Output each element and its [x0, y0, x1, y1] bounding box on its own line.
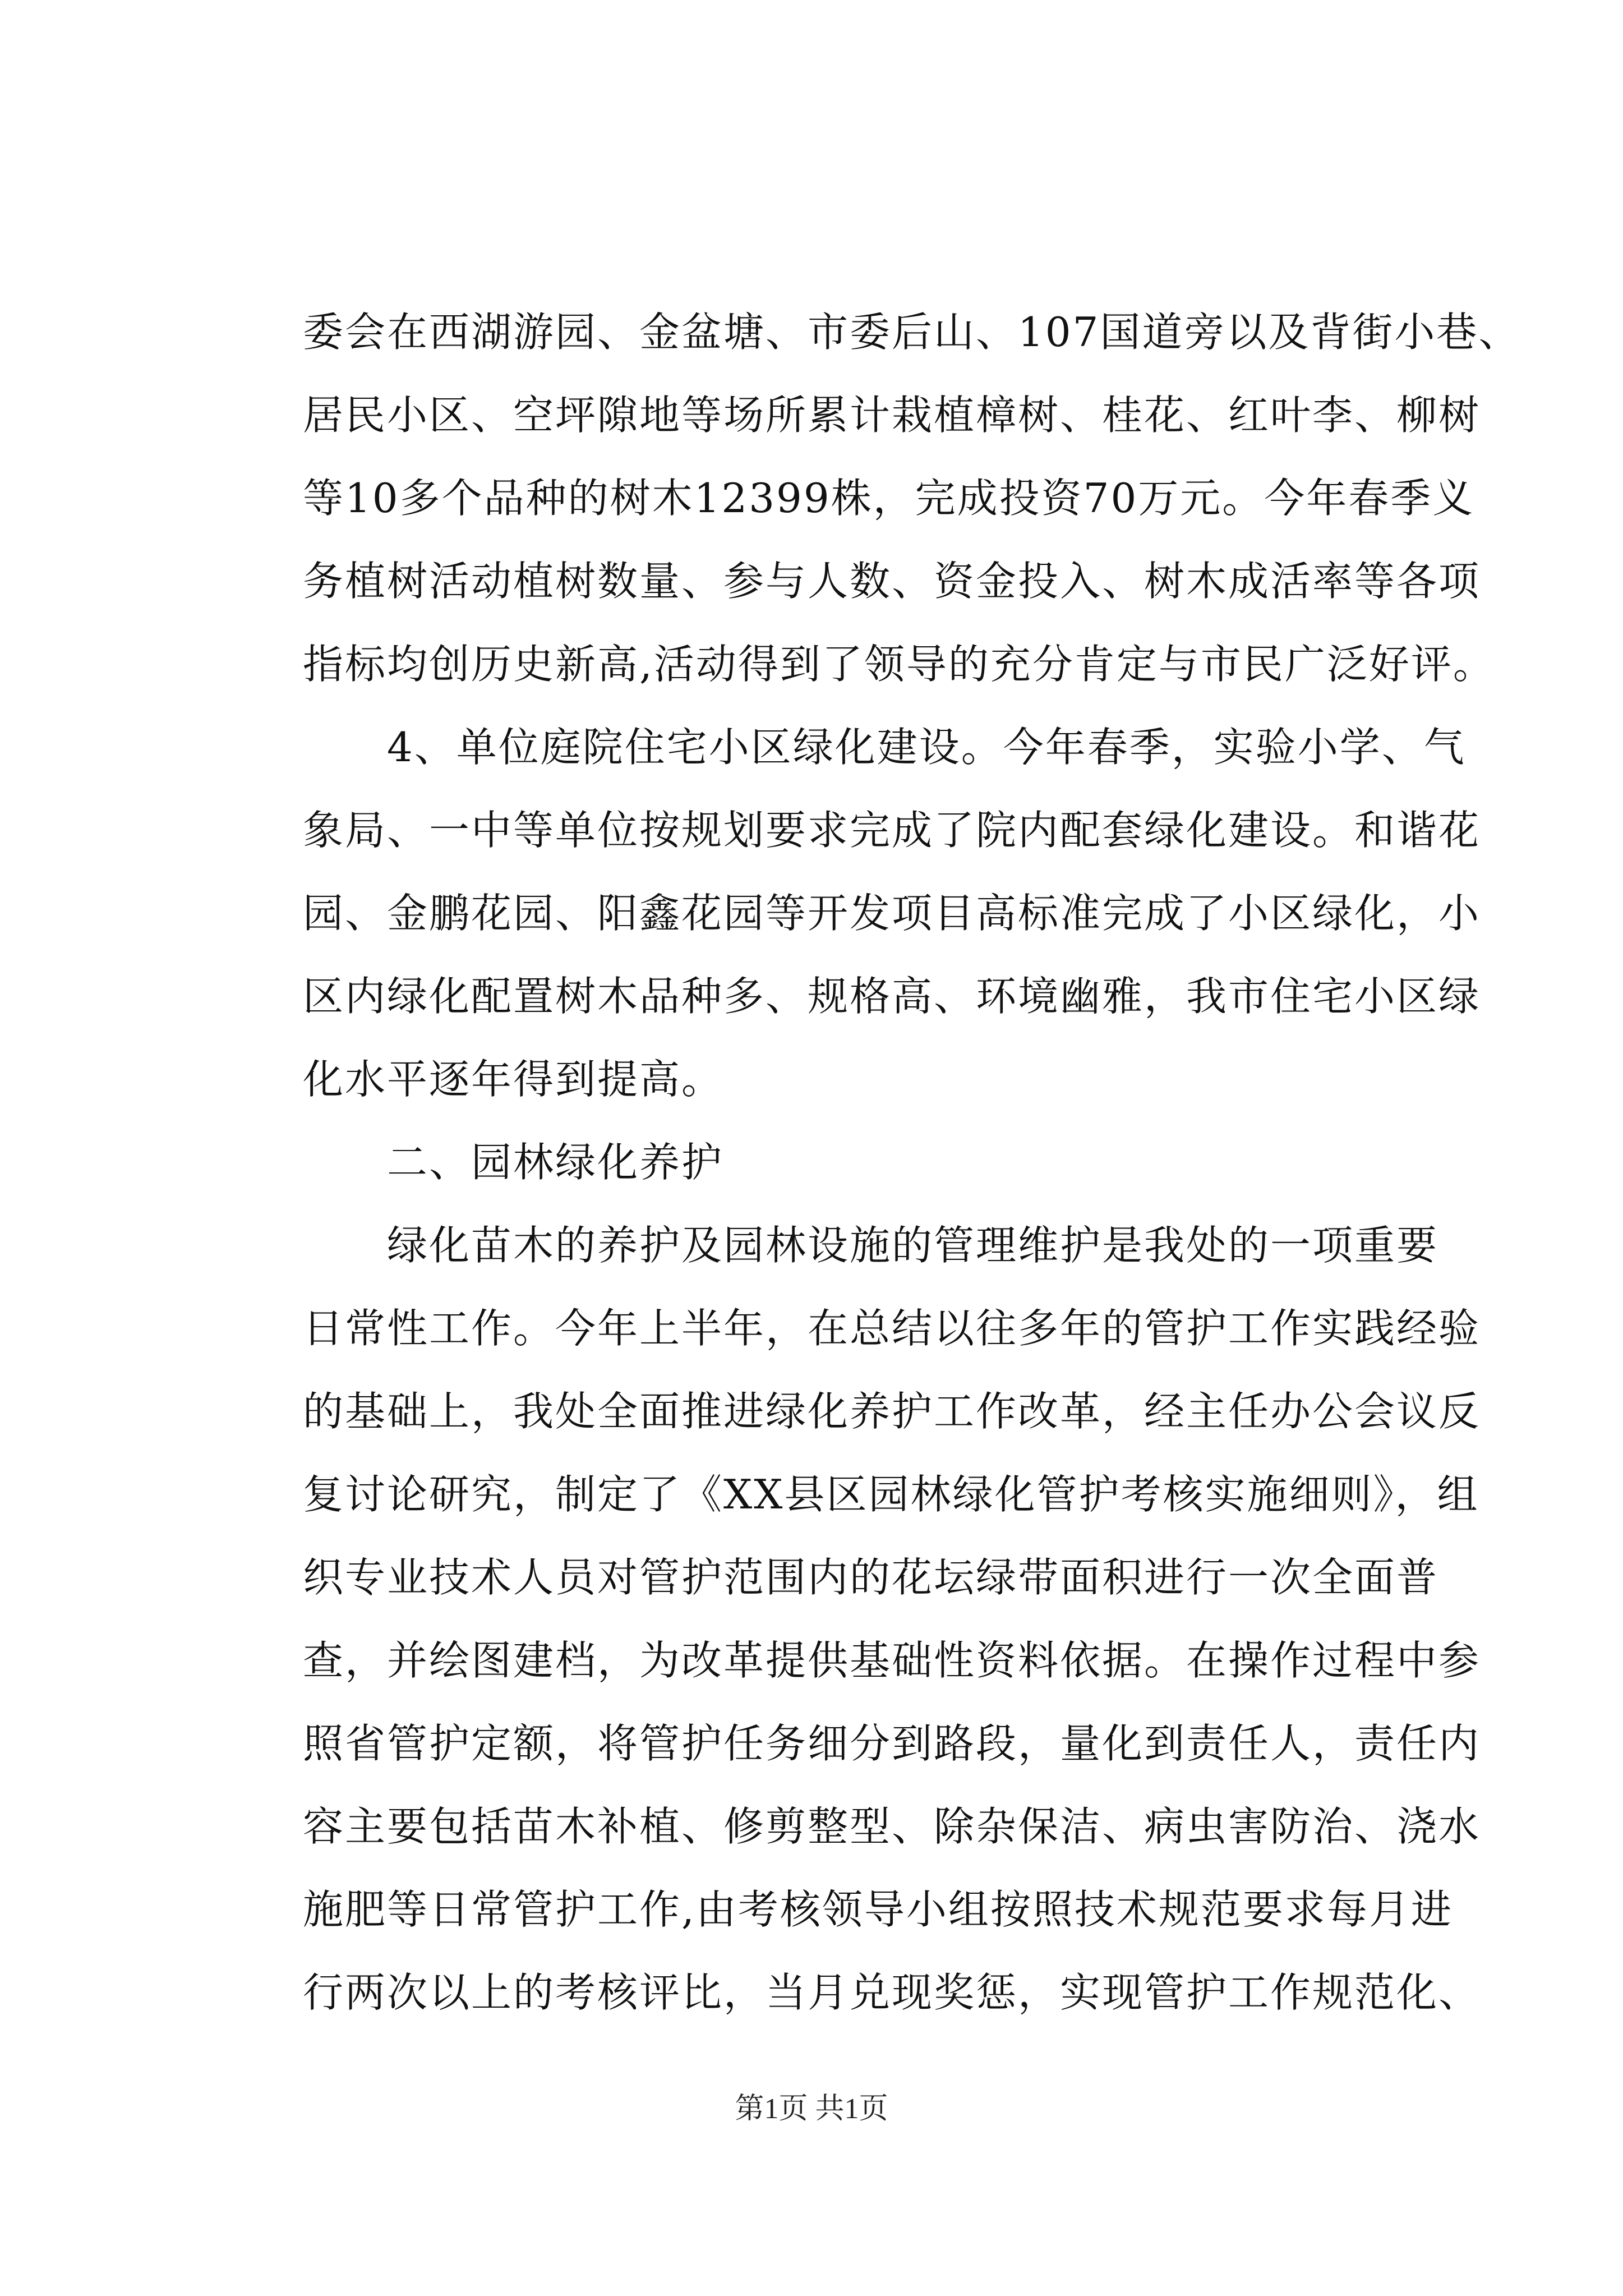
text-line: 等10多个品种的树木12399株，完成投资70万元。今年春季义: [303, 475, 1475, 522]
text-line: 日常性工作。今年上半年，在总结以往多年的管护工作实践经验: [303, 1305, 1481, 1352]
text-line: 施肥等日常管护工作,由考核领导小组按照技术规范要求每月进: [303, 1886, 1453, 1933]
page-footer: [0, 2087, 1623, 2132]
paragraph-start-line: 绿化苗木的养护及园林设施的管理维护是我处的一项重要: [387, 1222, 1439, 1269]
text-line: 照省管护定额，将管护任务细分到路段，量化到责任人，责任内: [303, 1720, 1481, 1767]
text-line: 织专业技术人员对管护范围内的花坛绿带面积进行一次全面普: [303, 1554, 1439, 1601]
text-line: 的基础上，我处全面推进绿化养护工作改革，经主任办公会议反: [303, 1388, 1481, 1435]
section-heading: 二、园林绿化养护: [387, 1139, 724, 1186]
document-body: [303, 291, 1521, 2034]
text-line: 容主要包括苗木补植、修剪整型、除杂保洁、病虫害防治、浇水: [303, 1803, 1481, 1850]
text-line: 象局、一中等单位按规划要求完成了院内配套绿化建设。和谐花: [303, 807, 1481, 854]
text-line: 园、金鹏花园、阳鑫花园等开发项目高标准完成了小区绿化，小: [303, 890, 1481, 937]
text-line: 指标均创历史新高,活动得到了领导的充分肯定与市民广泛好评。: [303, 641, 1495, 688]
text-line: 查，并绘图建档，为改革提供基础性资料依据。在操作过程中参: [303, 1637, 1481, 1684]
text-line: 居民小区、空坪隙地等场所累计栽植樟树、桂花、红叶李、柳树: [303, 392, 1481, 439]
text-line: 委会在西湖游园、金盆塘、市委后山、107国道旁以及背街小巷、: [303, 309, 1521, 356]
text-line: 区内绿化配置树木品种多、规格高、环境幽雅，我市住宅小区绿: [303, 973, 1481, 1020]
text-line: 行两次以上的考核评比，当月兑现奖惩，实现管护工作规范化、: [303, 1969, 1481, 2016]
page-number-label: 第1页 共1页: [735, 2093, 888, 2125]
text-line: 复讨论研究，制定了《XX县区园林绿化管护考核实施细则》，组: [303, 1471, 1479, 1518]
paragraph-start-line: 4、单位庭院住宅小区绿化建设。今年春季，实验小学、气: [387, 724, 1466, 771]
text-line: 化水平逐年得到提高。: [303, 1056, 724, 1103]
text-line: 务植树活动植树数量、参与人数、资金投入、树木成活率等各项: [303, 558, 1481, 605]
